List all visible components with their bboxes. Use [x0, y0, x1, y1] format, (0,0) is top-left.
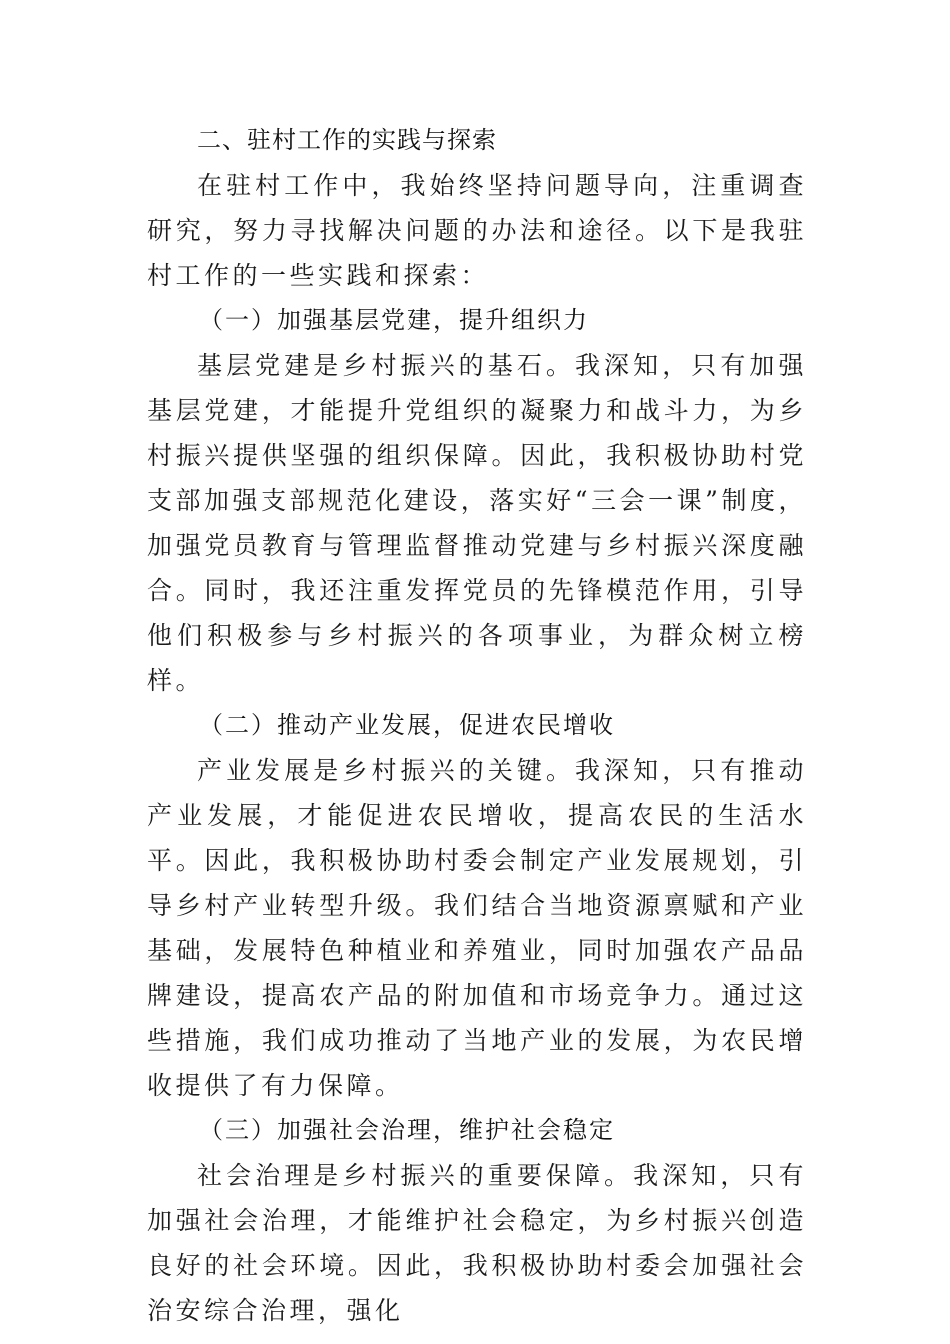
intro-paragraph: 在驻村工作中，我始终坚持问题导向，注重调查研究，努力寻找解决问题的办法和途径。以下是我驻村工作的一些实践和探索：	[147, 171, 807, 290]
document-body	[147, 118, 807, 1333]
subsection-heading-party-building: （一）加强基层党建，提升组织力	[199, 306, 589, 334]
subsection-heading-governance: （三）加强社会治理，维护社会稳定	[199, 1116, 615, 1144]
subsection-paragraph-industry: 产业发展是乡村振兴的关键。我深知，只有推动产业发展，才能促进农民增收，提高农民的生活水平。因此，我积极协助村委会制定产业发展规划，引导乡村产业转型升级。我们结合当地资源禀赋和产业基础，发展特色种植业和养殖业，同时加强农产品品牌建设，提高农产品的附加值和市场竞争力。通过这些措施，我们成功推动了当地产业的发展，为农民增收提供了有力保障。	[147, 756, 807, 1100]
subsection-paragraph-party-building: 基层党建是乡村振兴的基石。我深知，只有加强基层党建，才能提升党组织的凝聚力和战斗力，为乡村振兴提供坚强的组织保障。因此，我积极协助村党支部加强支部规范化建设，落实好“三会一课”制度，加强党员教育与管理监督推动党建与乡村振兴深度融合。同时，我还注重发挥党员的先锋模范作用，引导他们积极参与乡村振兴的各项事业，为群众树立榜样。	[147, 351, 807, 695]
subsection-paragraph-governance: 社会治理是乡村振兴的重要保障。我深知，只有加强社会治理，才能维护社会稳定，为乡村振兴创造良好的社会环境。因此，我积极协助村委会加强社会治安综合治理，强化	[147, 1161, 807, 1325]
section-heading: 二、驻村工作的实践与探索	[197, 126, 497, 154]
subsection-heading-industry: （二）推动产业发展，促进农民增收	[199, 711, 615, 739]
